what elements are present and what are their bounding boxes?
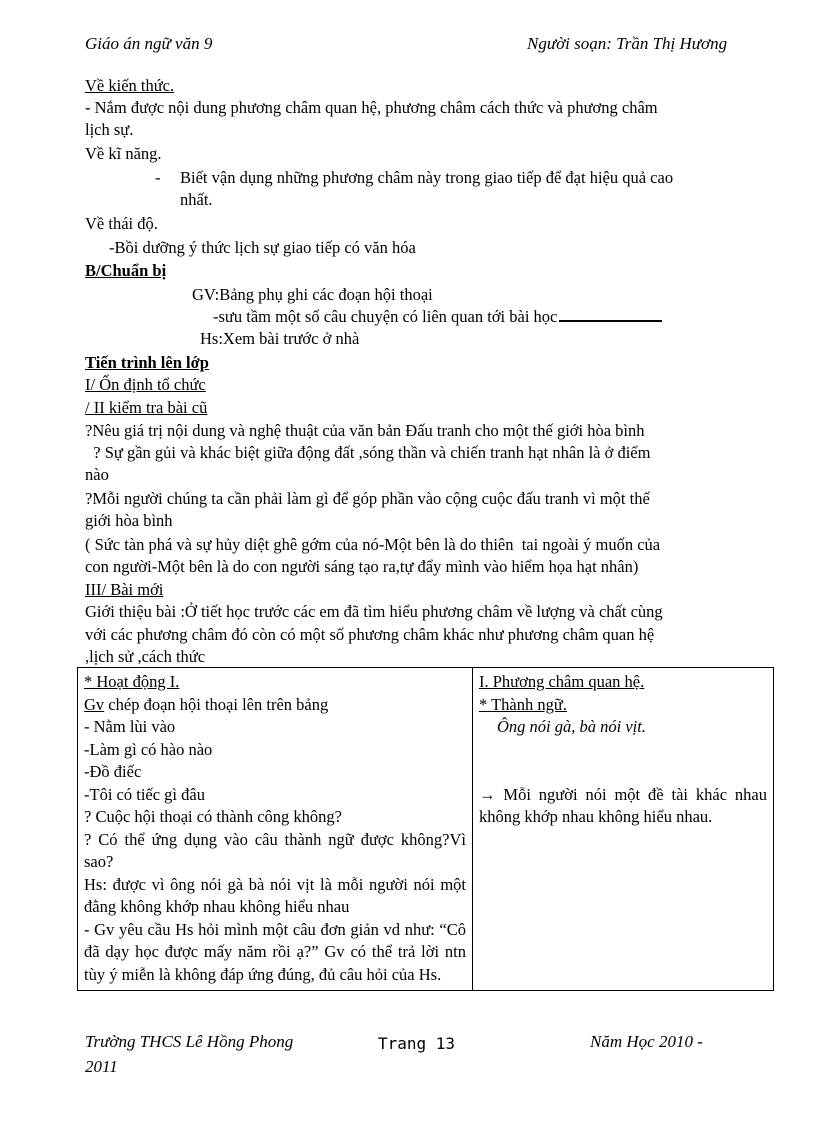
step-1: I/ Ổn định tổ chức (85, 375, 206, 394)
gv-label: Gv (84, 694, 105, 714)
section-heading: I. Phương châm quan hệ. (479, 672, 645, 691)
preparation-hs: Hs:Xem bài trước ở nhà (200, 329, 360, 348)
header-subject: Giáo án ngữ văn 9 (85, 34, 213, 53)
review-answer-line-1: ( Sức tàn phá và sự hủy diệt ghê gớm của nó-Một bên là do thiên tai ngoài ý muốn của (85, 535, 661, 554)
idiom-label: * Thành ngữ. (479, 694, 567, 714)
knowledge-heading: Về kiến thức. (85, 76, 175, 95)
teacher-request: - Gv yêu cầu Hs hỏi mình một câu đơn giản vd như: “Cô đã dạy học được mấy năm rồi ạ?” Gv có thể trả lời ntn tùy ý miễn là không đáp ứng đúng, đủ câu hỏi của Hs. (84, 919, 466, 984)
dialogue-line-3: -Đồ điếc (84, 762, 142, 781)
review-question-2-line-1: ? Sự gần gủi và khác biệt giữa động đất ,sóng thần và chiến tranh hạt nhân là ở điểm (85, 443, 651, 462)
idiom-text: Ông nói gà, bà nói vịt. (497, 717, 646, 736)
review-answer-line-2: con người-Một bên là do con người sáng tạo ra,tự đẩy mình vào hiểm họa hạt nhân) (85, 557, 639, 576)
skills-bullet: - (155, 168, 161, 187)
preparation-heading: B/Chuẩn bị (85, 261, 167, 280)
review-question-3-line-1: ?Mỗi người chúng ta cần phải làm gì để góp phần vào cộng cuộc đấu tranh vì một thế (85, 489, 650, 508)
knowledge-line-1: - Nắm được nội dung phương châm quan hệ, phương châm cách thức và phương châm (85, 98, 658, 117)
skills-heading: Về kĩ năng. (85, 144, 162, 163)
table-row (78, 668, 774, 991)
footer-school: Trường THCS Lê Hồng Phong (85, 1032, 294, 1051)
step-2: / II kiểm tra bài cũ (85, 398, 208, 417)
fill-blank-line (559, 306, 662, 322)
student-answer: Hs: được vì ông nói gà bà nói vịt là mỗi người nói một đằng không khớp nhau không hiểu nhau (84, 874, 466, 916)
spacer (479, 739, 767, 784)
gv-instruction (84, 694, 466, 717)
review-question-2-line-2: nào (85, 465, 109, 484)
step-3: III/ Bài mới (85, 580, 164, 599)
skills-line-1: Biết vận dụng những phương châm này trong giao tiếp để đạt hiệu quả cao (180, 168, 674, 187)
intro-line-1: Giới thiệu bài :Ở tiết học trước các em đã tìm hiểu phương châm về lượng và chất cùng (85, 602, 663, 621)
dialogue-line-2: -Làm gì có hào nào (84, 739, 213, 759)
footer-school-year: Năm Học 2010 - (590, 1032, 703, 1051)
dialogue-line-4: -Tôi có tiếc gì đâu (84, 784, 205, 804)
attitude-line: -Bồi dưỡng ý thức lịch sự giao tiếp có văn hóa (109, 238, 416, 257)
preparation-collect-text: -sưu tầm một số câu chuyện có liên quan tới bài học (213, 307, 558, 326)
process-heading: Tiến trình lên lớp (85, 353, 209, 372)
preparation-gv: GV:Bảng phụ ghi các đoạn hội thoại (192, 285, 433, 304)
skills-line-2: nhất. (180, 190, 213, 209)
question-1: ? Cuộc hội thoại có thành công không? (84, 807, 342, 826)
review-question-3-line-2: giới hòa bình (85, 511, 173, 530)
header-author: Người soạn: Trần Thị Hương (527, 34, 728, 53)
lesson-table (77, 667, 774, 991)
dialogue-line-1: - Nằm lùi vào (84, 717, 176, 736)
footer-school-year-end: 2011 (85, 1057, 118, 1076)
intro-line-2: với các phương châm đó còn có một số phương châm khác như phương châm quan hệ (85, 625, 655, 644)
activity-heading: * Hoạt động I. (84, 672, 180, 691)
idiom-conclusion: → Mỗi người nói một đề tài khác nhau không khớp nhau không hiểu nhau. (479, 784, 767, 826)
attitude-heading: Về thái độ. (85, 214, 158, 233)
teacher-activities-cell (78, 668, 473, 991)
knowledge-line-2: lịch sự. (85, 120, 134, 139)
question-2: ? Có thể ứng dụng vào câu thành ngữ được không?Vì sao? (84, 829, 466, 871)
preparation-collect (213, 306, 662, 328)
intro-line-3: ,lịch sử ,cách thức (85, 647, 206, 666)
gv-instruction-text: chép đoạn hội thoại lên trên bảng (104, 694, 329, 714)
content-cell (473, 668, 774, 991)
footer-page-number: Trang 13 (378, 1034, 456, 1053)
review-question-1: ?Nêu giá trị nội dung và nghệ thuật của văn bản Đấu tranh cho một thế giới hòa bình (85, 421, 645, 440)
